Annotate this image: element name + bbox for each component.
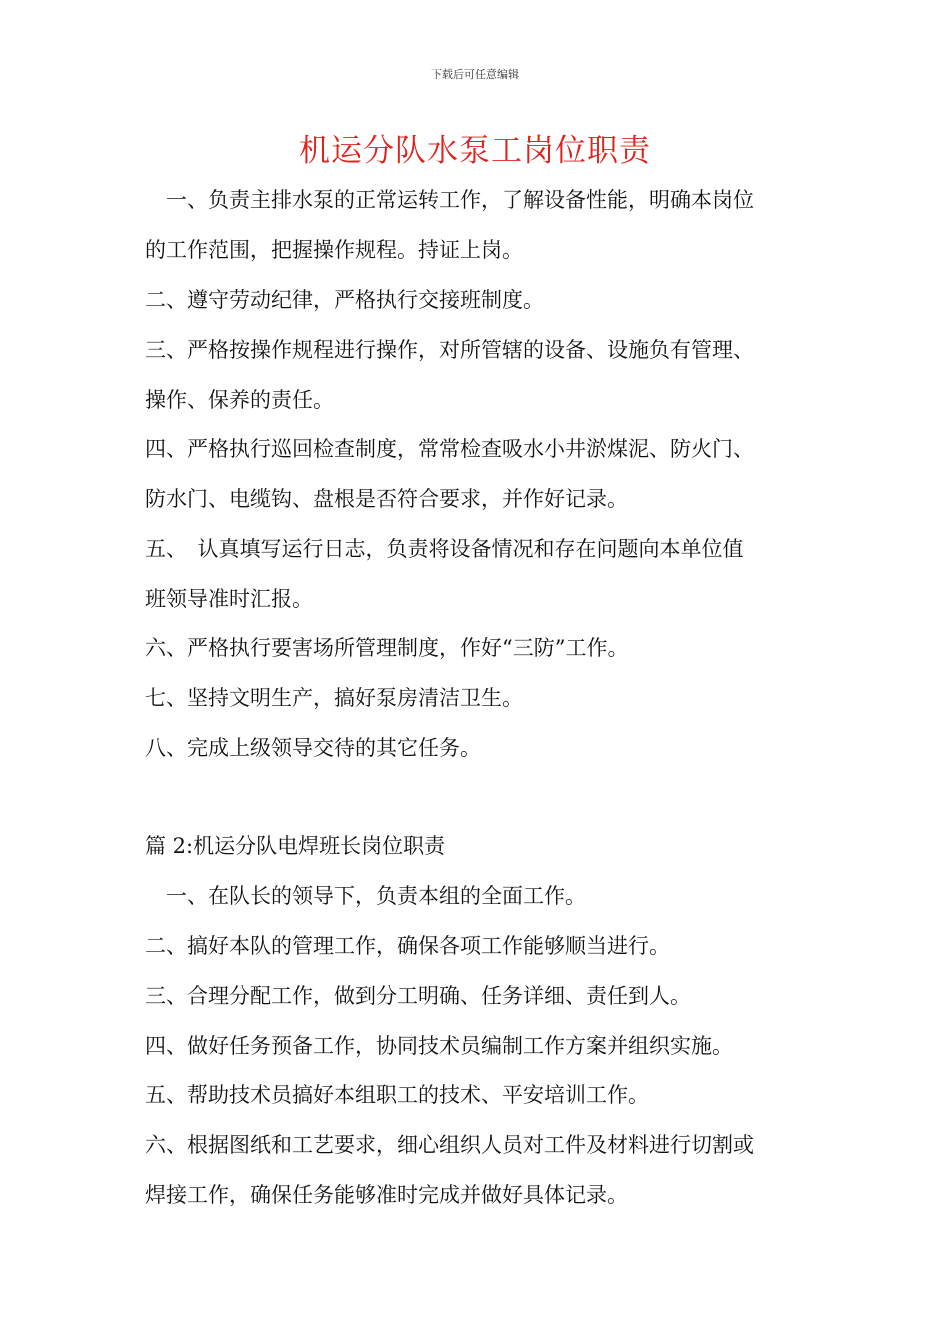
paragraph-line: 七、坚持文明生产，搞好泵房清洁卫生。 — [145, 686, 523, 710]
page-title: 机运分队水泵工岗位职责 — [299, 133, 651, 169]
section-heading: 篇 2:机运分队电焊班长岗位职责 — [145, 834, 446, 858]
paragraph-line: 一、在队长的领导下，负责本组的全面工作。 — [145, 884, 586, 908]
paragraph-line: 焊接工作，确保任务能够准时完成并做好具体记录。 — [145, 1183, 628, 1207]
paragraph-line: 操作、保养的责任。 — [145, 388, 334, 412]
paragraph-line: 二、搞好本队的管理工作，确保各项工作能够顺当进行。 — [145, 934, 670, 958]
paragraph-line: 二、遵守劳动纪律，严格执行交接班制度。 — [145, 288, 544, 312]
paragraph-line: 一、负责主排水泵的正常运转工作，了解设备性能，明确本岗位 — [145, 188, 754, 212]
paragraph-line: 八、完成上级领导交待的其它任务。 — [145, 736, 481, 760]
paragraph-line: 四、做好任务预备工作，协同技术员编制工作方案并组织实施。 — [145, 1034, 733, 1058]
paragraph-line: 四、严格执行巡回检查制度，常常检查吸水小井淤煤泥、防火门、 — [145, 437, 754, 461]
paragraph-line: 的工作范围，把握操作规程。持证上岗。 — [145, 238, 523, 262]
header-note: 下载后可任意编辑 — [431, 68, 519, 81]
paragraph-line: 六、根据图纸和工艺要求，细心组织人员对工件及材料进行切割或 — [145, 1133, 754, 1157]
paragraph-line: 三、合理分配工作，做到分工明确、任务详细、责任到人。 — [145, 984, 691, 1008]
paragraph-line: 三、严格按操作规程进行操作，对所管辖的设备、设施负有管理、 — [145, 338, 754, 362]
paragraph-line: 防水门、电缆钩、盘根是否符合要求，并作好记录。 — [145, 487, 628, 511]
paragraph-line: 五、帮助技术员搞好本组职工的技术、平安培训工作。 — [145, 1083, 649, 1107]
paragraph-line: 五、 认真填写运行日志，负责将设备情况和存在问题向本单位值 — [145, 537, 744, 561]
paragraph-line: 六、严格执行要害场所管理制度，作好“三防”工作。 — [145, 636, 629, 660]
paragraph-line: 班领导准时汇报。 — [145, 587, 313, 611]
